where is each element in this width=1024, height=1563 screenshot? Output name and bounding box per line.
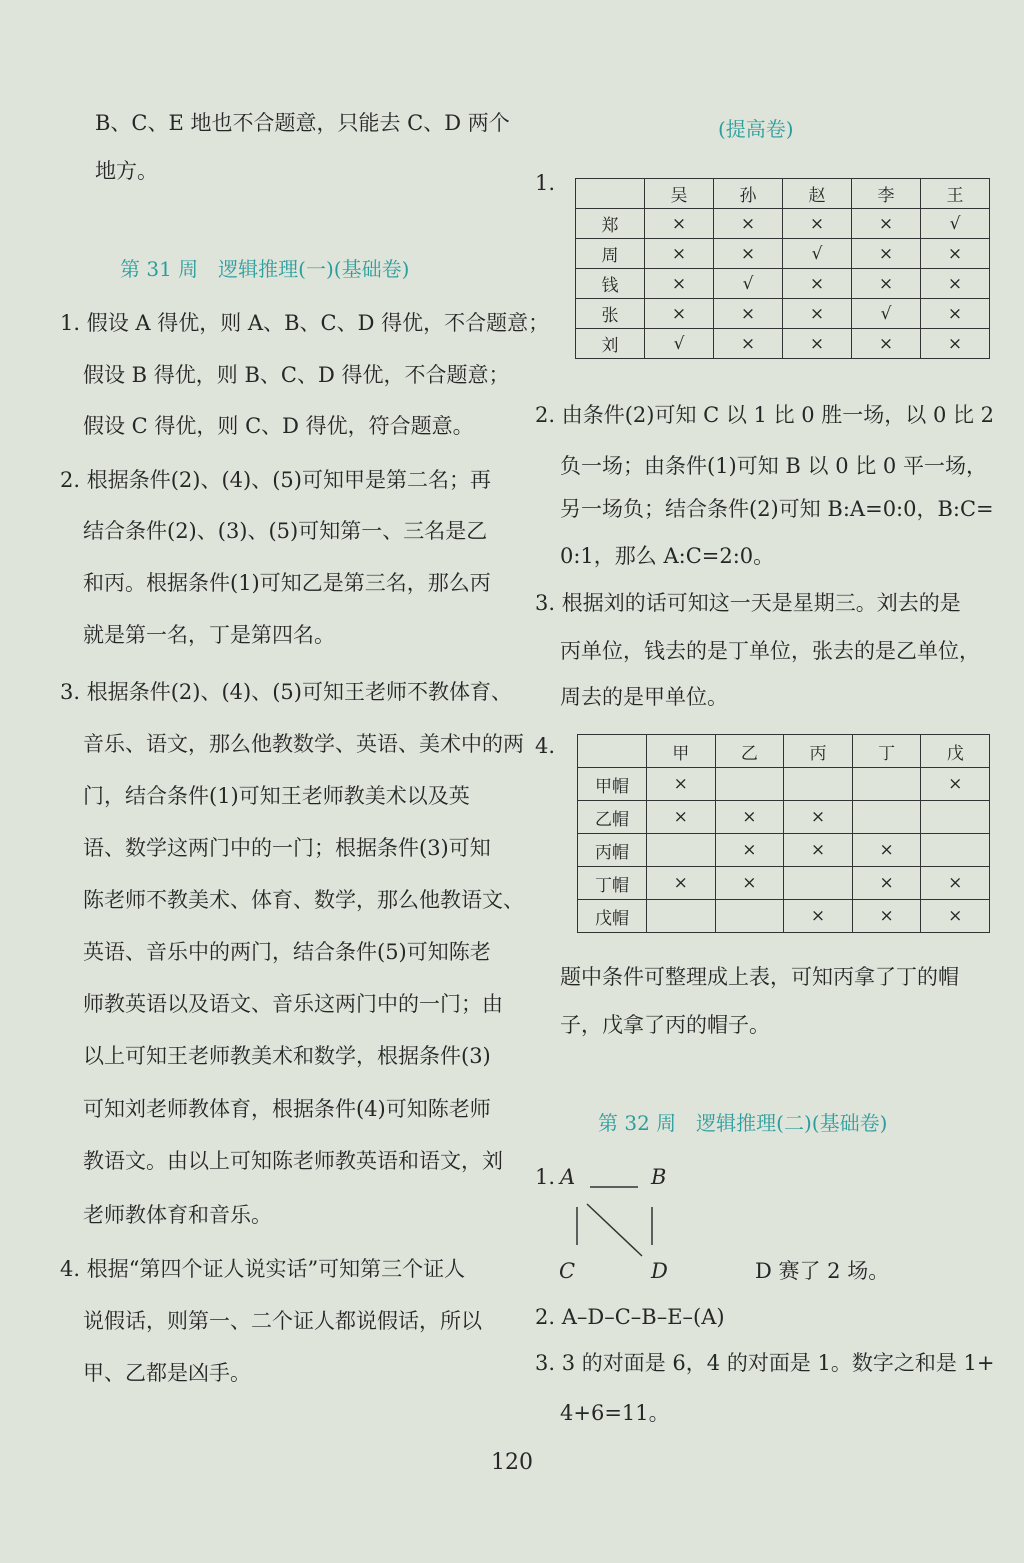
cell: × bbox=[645, 299, 714, 329]
cell: × bbox=[852, 900, 921, 933]
item2-line-1: 2. 根据条件(2)、(4)、(5)可知甲是第二名；再 bbox=[60, 468, 491, 492]
item3-line-3: 门，结合条件(1)可知王老师教美术以及英 bbox=[83, 784, 470, 808]
cell: √ bbox=[783, 239, 852, 269]
point-c-label: C bbox=[559, 1259, 576, 1283]
cell: √ bbox=[921, 209, 990, 239]
item2-line-2: 结合条件(2)、(3)、(5)可知第一、三名是乙 bbox=[83, 519, 488, 543]
table1-col-header: 李 bbox=[852, 179, 921, 209]
cell bbox=[784, 867, 853, 900]
item1-line-2: 假设 B 得优，则 B、C、D 得优，不合题意； bbox=[83, 363, 510, 387]
table2-col-header: 甲 bbox=[647, 735, 716, 768]
cell: × bbox=[714, 329, 783, 359]
point-a-label: A bbox=[560, 1165, 576, 1189]
cell: × bbox=[784, 801, 853, 834]
table-row bbox=[578, 900, 990, 933]
cell bbox=[921, 834, 990, 867]
cell: × bbox=[852, 209, 921, 239]
item3-line-10: 教语文。由以上可知陈老师教英语和语文，刘 bbox=[83, 1149, 503, 1173]
cell: × bbox=[714, 239, 783, 269]
table2-col-header: 戊 bbox=[921, 735, 990, 768]
cell bbox=[852, 801, 921, 834]
item1-line-1: 1. 假设 A 得优，则 A、B、C、D 得优，不合题意； bbox=[60, 311, 550, 335]
table-row bbox=[576, 329, 990, 359]
item3-line-5: 陈老师不教美术、体育、数学，那么他教语文、 bbox=[83, 888, 524, 912]
cell: × bbox=[715, 801, 784, 834]
q2b-line: 2. A–D–C–B–E–(A) bbox=[535, 1305, 725, 1329]
diagram-note: D 赛了 2 场。 bbox=[755, 1259, 890, 1283]
cell bbox=[715, 900, 784, 933]
table-row bbox=[576, 299, 990, 329]
row-header: 刘 bbox=[576, 329, 645, 359]
q1-label: 1. bbox=[535, 171, 556, 195]
cell: × bbox=[921, 329, 990, 359]
item3-line-4: 语、数学这两门中的一门；根据条件(3)可知 bbox=[83, 836, 491, 860]
section-title-week32: 第 32 周 逻辑推理(二)(基础卷) bbox=[598, 1111, 888, 1135]
q2-line-4: 0:1，那么 A:C=2:0。 bbox=[560, 544, 775, 568]
section-title-week31: 第 31 周 逻辑推理(一)(基础卷) bbox=[120, 257, 410, 281]
q2-line-1: 2. 由条件(2)可知 C 以 1 比 0 胜一场，以 0 比 2 bbox=[535, 403, 995, 427]
table2-corner bbox=[578, 735, 647, 768]
row-header: 戊帽 bbox=[578, 900, 647, 933]
cell: × bbox=[783, 269, 852, 299]
q3-line-2: 丙单位，钱去的是丁单位，张去的是乙单位， bbox=[560, 639, 980, 663]
row-header: 张 bbox=[576, 299, 645, 329]
cell bbox=[715, 768, 784, 801]
row-header: 丁帽 bbox=[578, 867, 647, 900]
q2-line-2: 负一场；由条件(1)可知 B 以 0 比 0 平一场， bbox=[560, 454, 987, 478]
cell: × bbox=[647, 801, 716, 834]
table-row bbox=[578, 768, 990, 801]
edge-ad bbox=[587, 1204, 642, 1256]
q3b-line-1: 3. 3 的对面是 6，4 的对面是 1。数字之和是 1+ bbox=[535, 1351, 995, 1375]
cell: × bbox=[645, 239, 714, 269]
item3-line-9: 可知刘老师教体育，根据条件(4)可知陈老师 bbox=[83, 1097, 491, 1121]
cell: × bbox=[647, 867, 716, 900]
item2-line-4: 就是第一名，丁是第四名。 bbox=[83, 623, 335, 647]
q3-line-3: 周去的是甲单位。 bbox=[560, 685, 728, 709]
intro-line-1: B、C、E 地也不合题意，只能去 C、D 两个 bbox=[95, 111, 510, 135]
cell: × bbox=[921, 900, 990, 933]
table1-col-header: 赵 bbox=[783, 179, 852, 209]
cell: × bbox=[921, 768, 990, 801]
match-diagram bbox=[560, 1170, 670, 1270]
table2-col-header: 乙 bbox=[715, 735, 784, 768]
cell bbox=[647, 834, 716, 867]
table-row bbox=[576, 209, 990, 239]
table-row bbox=[578, 834, 990, 867]
item2-line-3: 和丙。根据条件(1)可知乙是第三名，那么丙 bbox=[83, 571, 491, 595]
diagram-number: 1. bbox=[535, 1165, 556, 1189]
cell: × bbox=[645, 269, 714, 299]
item3-line-6: 英语、音乐中的两门，结合条件(5)可知陈老 bbox=[83, 940, 491, 964]
item3-line-7: 师教英语以及语文、音乐这两门中的一门；由 bbox=[83, 992, 503, 1016]
row-header: 甲帽 bbox=[578, 768, 647, 801]
item3-line-11: 老师教体育和音乐。 bbox=[83, 1203, 272, 1227]
row-header: 丙帽 bbox=[578, 834, 647, 867]
table1-col-header: 吴 bbox=[645, 179, 714, 209]
q4-line-1: 题中条件可整理成上表，可知丙拿了丁的帽 bbox=[560, 965, 959, 989]
item3-line-2: 音乐、语文，那么他教数学、英语、美术中的两 bbox=[83, 732, 524, 756]
item3-line-8: 以上可知王老师教美术和数学，根据条件(3) bbox=[83, 1044, 491, 1068]
cell bbox=[784, 768, 853, 801]
cell: × bbox=[645, 209, 714, 239]
table1-col-header: 王 bbox=[921, 179, 990, 209]
row-header: 周 bbox=[576, 239, 645, 269]
cell: × bbox=[921, 239, 990, 269]
table-hats bbox=[577, 734, 990, 933]
item3-line-1: 3. 根据条件(2)、(4)、(5)可知王老师不教体育、 bbox=[60, 680, 512, 704]
cell: × bbox=[921, 867, 990, 900]
cell: × bbox=[921, 299, 990, 329]
q2-line-3: 另一场负；结合条件(2)可知 B:A=0:0，B:C= bbox=[560, 497, 994, 521]
cell: × bbox=[783, 209, 852, 239]
row-header: 郑 bbox=[576, 209, 645, 239]
item4-line-3: 甲、乙都是凶手。 bbox=[83, 1361, 251, 1385]
page-number: 120 bbox=[491, 1450, 533, 1475]
cell: × bbox=[715, 867, 784, 900]
cell: × bbox=[714, 299, 783, 329]
cell: × bbox=[647, 768, 716, 801]
point-b-label: B bbox=[651, 1165, 667, 1189]
cell bbox=[647, 900, 716, 933]
q3-line-1: 3. 根据刘的话可知这一天是星期三。刘去的是 bbox=[535, 591, 961, 615]
table-row bbox=[578, 867, 990, 900]
cell: √ bbox=[852, 299, 921, 329]
cell: × bbox=[715, 834, 784, 867]
cell: × bbox=[852, 239, 921, 269]
q4-line-2: 子，戊拿了丙的帽子。 bbox=[560, 1013, 770, 1037]
cell: √ bbox=[645, 329, 714, 359]
section-title-advanced: (提高卷) bbox=[718, 117, 794, 141]
table-people bbox=[575, 178, 990, 359]
item1-line-3: 假设 C 得优，则 C、D 得优，符合题意。 bbox=[83, 414, 474, 438]
cell bbox=[852, 768, 921, 801]
table-row bbox=[578, 801, 990, 834]
table-row bbox=[576, 239, 990, 269]
table1-col-header: 孙 bbox=[714, 179, 783, 209]
table1-corner bbox=[576, 179, 645, 209]
cell: × bbox=[852, 867, 921, 900]
point-d-label: D bbox=[651, 1259, 668, 1283]
cell: × bbox=[784, 900, 853, 933]
cell: × bbox=[852, 329, 921, 359]
cell: × bbox=[852, 269, 921, 299]
cell: × bbox=[783, 329, 852, 359]
table2-col-header: 丙 bbox=[784, 735, 853, 768]
cell: √ bbox=[714, 269, 783, 299]
cell: × bbox=[784, 834, 853, 867]
cell: × bbox=[921, 269, 990, 299]
intro-line-2: 地方。 bbox=[95, 159, 158, 183]
table2-col-header: 丁 bbox=[852, 735, 921, 768]
item4-line-2: 说假话，则第一、二个证人都说假话，所以 bbox=[83, 1309, 482, 1333]
cell: × bbox=[714, 209, 783, 239]
cell: × bbox=[783, 299, 852, 329]
table-row bbox=[576, 269, 990, 299]
q4-label: 4. bbox=[535, 734, 556, 758]
row-header: 钱 bbox=[576, 269, 645, 299]
q3b-line-2: 4+6=11。 bbox=[560, 1401, 670, 1425]
cell: × bbox=[852, 834, 921, 867]
item4-line-1: 4. 根据“第四个证人说实话”可知第三个证人 bbox=[60, 1257, 466, 1281]
cell bbox=[921, 801, 990, 834]
row-header: 乙帽 bbox=[578, 801, 647, 834]
